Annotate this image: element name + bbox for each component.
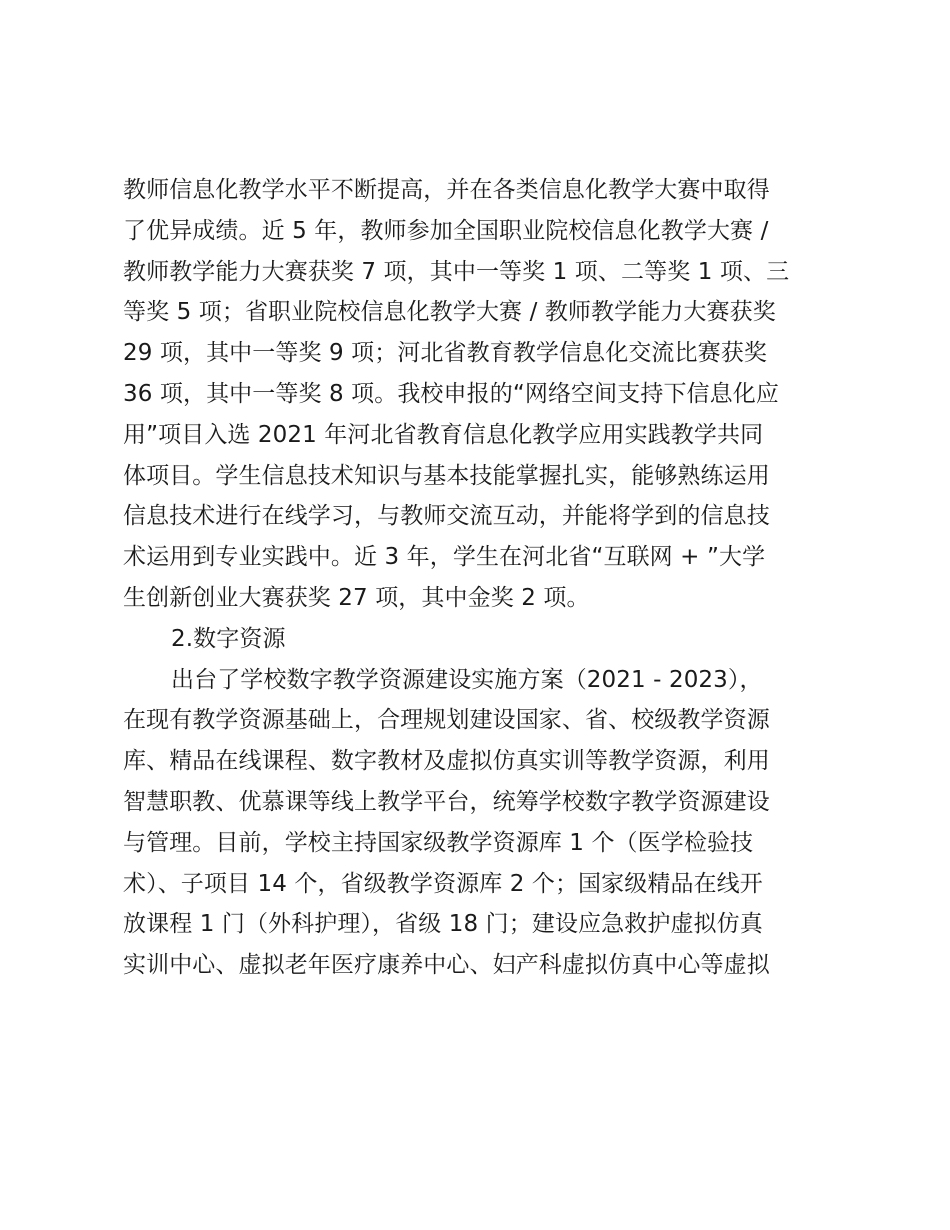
text-line: 放课程 1 门（外科护理），省级 18 门；建设应急救护虚拟仿真 xyxy=(123,911,763,938)
text-line: 术）、子项目 14 个，省级教学资源库 2 个；国家级精品在线开 xyxy=(123,870,763,897)
text-line: 教师教学能力大赛获奖 7 项，其中一等奖 1 项、二等奖 1 项、三 xyxy=(123,258,790,285)
text-line: 在现有教学资源基础上，合理规划建设国家、省、校级教学资源 xyxy=(123,707,770,734)
text-line: 术运用到专业实践中。近 3 年，学生在河北省“互联网 + ”大学 xyxy=(123,544,766,571)
text-line: 等奖 5 项；省职业院校信息化教学大赛 / 教师教学能力大赛获奖 xyxy=(123,299,776,326)
text-line: 体项目。学生信息技术知识与基本技能掌握扎实，能够熟练运用 xyxy=(123,462,770,489)
text-line: 用”项目入选 2021 年河北省教育信息化教学应用实践教学共同 xyxy=(123,421,764,448)
text-line: 与管理。目前，学校主持国家级教学资源库 1 个（医学检验技 xyxy=(123,829,754,856)
text-line: 智慧职教、优慕课等线上教学平台，统筹学校数字教学资源建设 xyxy=(123,788,770,815)
text-line: 生创新创业大赛获奖 27 项，其中金奖 2 项。 xyxy=(123,584,590,611)
text-line: 库、精品在线课程、数字教材及虚拟仿真实训等教学资源，利用 xyxy=(123,748,770,775)
text-line: 29 项，其中一等奖 9 项；河北省教育教学信息化交流比赛获奖 xyxy=(123,340,767,367)
text-line: 出台了学校数字教学资源建设实施方案（2021 - 2023）， xyxy=(171,666,763,693)
text-line: 信息技术进行在线学习，与教师交流互动，并能将学到的信息技 xyxy=(123,503,770,530)
text-line: 了优异成绩。近 5 年，教师参加全国职业院校信息化教学大赛 / xyxy=(123,217,769,244)
text-line: 教师信息化教学水平不断提高，并在各类信息化教学大赛中取得 xyxy=(123,177,770,203)
section-heading: 2.数字资源 xyxy=(171,625,286,652)
body-text xyxy=(123,170,835,986)
text-line: 实训中心、虚拟老年医疗康养中心、妇产科虚拟仿真中心等虚拟 xyxy=(123,952,770,979)
text-line: 36 项，其中一等奖 8 项。我校申报的“网络空间支持下信息化应 xyxy=(123,380,779,407)
